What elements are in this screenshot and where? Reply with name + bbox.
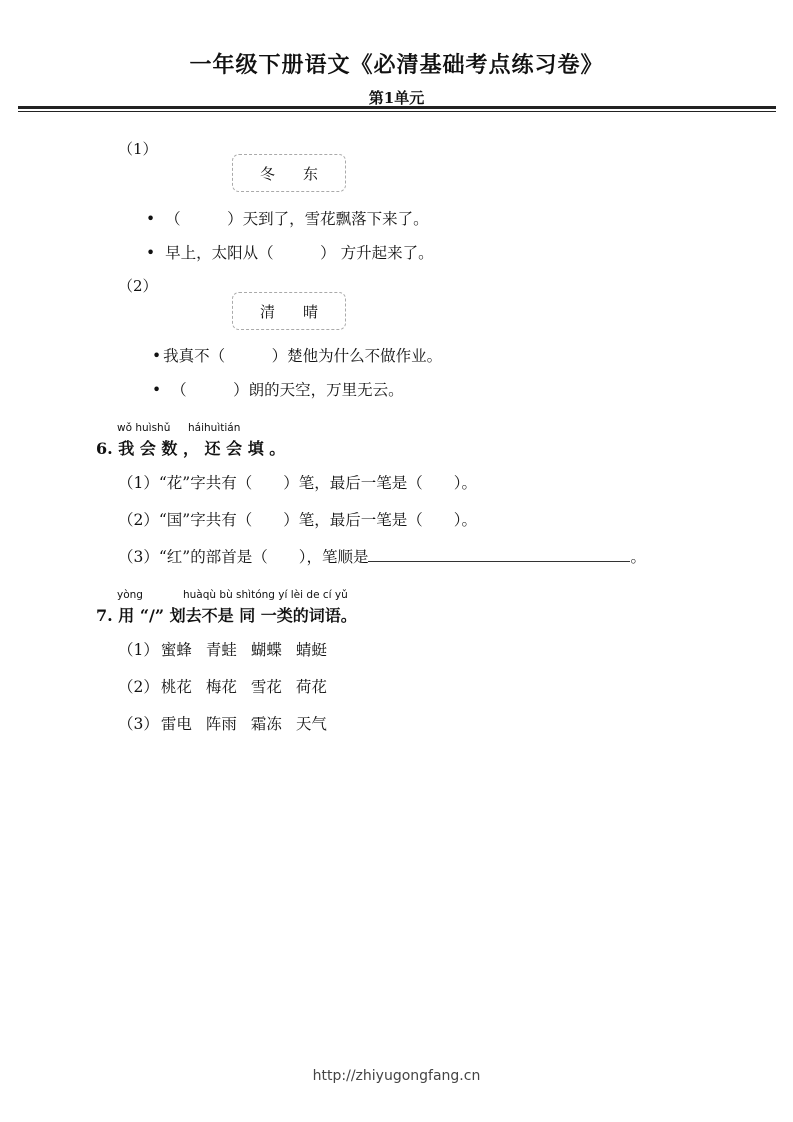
q7-pinyin: huàqù bù shìtóng yí lèi de cí yǔ [183,589,348,601]
word[interactable]: 梅花 [205,678,237,696]
q7-heading: 7. 用 “/” 划去不是 同 一类的词语。 [96,606,357,625]
word[interactable]: 阵雨 [205,715,237,733]
q5-part2-box-char: 晴 [303,302,319,321]
q7-row [118,638,341,660]
q7-row-label: （2） [118,678,159,696]
word[interactable]: 霜冻 [250,715,282,733]
q7-row-label: （1） [118,641,159,659]
q5-part1-box-char: 东 [303,164,319,183]
word[interactable]: 青蛙 [205,641,237,659]
q5-part2-item [152,344,442,366]
word[interactable]: 荷花 [295,678,327,696]
q5-part1-label: （1） [118,140,158,158]
q6-item3-text: （3）“红”的部首是（ ），笔顺是 [118,548,369,566]
q5-part2-item [152,378,404,400]
q6-pinyin: háihuìtián [188,422,241,434]
stroke-order-blank[interactable] [368,547,630,562]
page-title: 一年级下册语文《必清基础考点练习卷》 [189,52,604,78]
q5-part1-item [146,207,429,229]
word[interactable]: 雷电 [160,715,192,733]
q7-row-label: （3） [118,715,159,733]
q5-part2-label: （2） [118,277,158,295]
bullet: • [152,347,162,365]
bullet: • [146,244,156,262]
word[interactable]: 雪花 [250,678,282,696]
q5-part1-item-text: 早上，太阳从（ ） 方升起来了。 [165,244,434,262]
header-rule-thick [18,106,776,109]
bullet: • [146,210,156,228]
page-subtitle: 第1单元 [368,89,425,107]
q5-part2-item-text: （ ）朗的天空，万里无云。 [171,381,404,399]
q5-part2-item-text: 我真不（ ）楚他为什么不做作业。 [163,347,443,365]
q6-item: （1）“花”字共有（ ）笔，最后一笔是（ ）。 [118,474,477,492]
q6-item3-end: 。 [630,548,646,566]
q7-pinyin: yòng [117,589,143,601]
q7-row [118,712,341,734]
q5-part2-word-box [232,292,346,330]
q6-item: （2）“国”字共有（ ）笔，最后一笔是（ ）。 [118,511,477,529]
q5-part1-box-char: 冬 [259,164,275,183]
header-rule-thin [18,111,776,112]
q6-pinyin: wǒ huìshǔ [117,422,171,434]
word[interactable]: 蜻蜓 [295,641,327,659]
q5-part2-box-char: 清 [259,302,275,321]
q5-part1-item [146,241,434,263]
q5-part1-word-box [232,154,346,192]
bullet: • [152,381,162,399]
footer-url[interactable]: http://zhiyugongfang.cn [312,1068,481,1084]
q5-part1-item-text: （ ）天到了，雪花飘落下来了。 [165,210,429,228]
word[interactable]: 桃花 [160,678,192,696]
word[interactable]: 蝴蝶 [250,641,282,659]
q6-item [118,545,646,567]
word[interactable]: 天气 [295,715,327,733]
q6-heading: 6. 我 会 数 ， 还 会 填 。 [96,439,286,458]
q7-row [118,675,341,697]
word[interactable]: 蜜蜂 [160,641,192,659]
